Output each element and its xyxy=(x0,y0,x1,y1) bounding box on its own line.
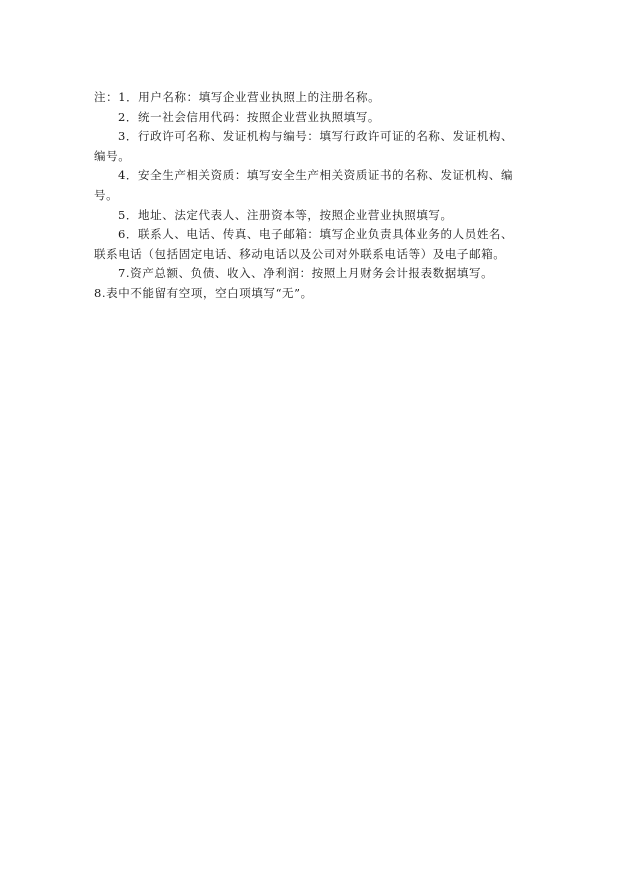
note-line-3: 3．行政许可名称、发证机构与编号：填写行政许可证的名称、发证机构、 xyxy=(118,129,514,144)
note-line-1: 注：1．用户名称：填写企业营业执照上的注册名称。 xyxy=(94,90,381,104)
notes-section xyxy=(94,88,542,304)
note-line-4-continued: 号。 xyxy=(94,187,119,202)
note-line-3-continued: 编号。 xyxy=(94,148,131,163)
note-line-5: 5．地址、法定代表人、注册资本等，按照企业营业执照填写。 xyxy=(118,207,453,222)
note-line-4: 4．安全生产相关资质：填写安全生产相关资质证书的名称、发证机构、编 xyxy=(118,168,514,183)
note-line-7: 7.资产总额、负债、收入、净利润：按照上月财务会计报表数据填写。 xyxy=(118,266,494,281)
note-line-6: 6．联系人、电话、传真、电子邮箱：填写企业负责具体业务的人员姓名、 xyxy=(118,227,514,242)
note-line-6-continued: 联系电话（包括固定电话、移动电话以及公司对外联系电话等）及电子邮箱。 xyxy=(94,246,506,261)
note-line-8: 8.表中不能留有空项，空白项填写“无”。 xyxy=(94,285,313,300)
note-line-2: 2．统一社会信用代码：按照企业营业执照填写。 xyxy=(118,109,381,124)
